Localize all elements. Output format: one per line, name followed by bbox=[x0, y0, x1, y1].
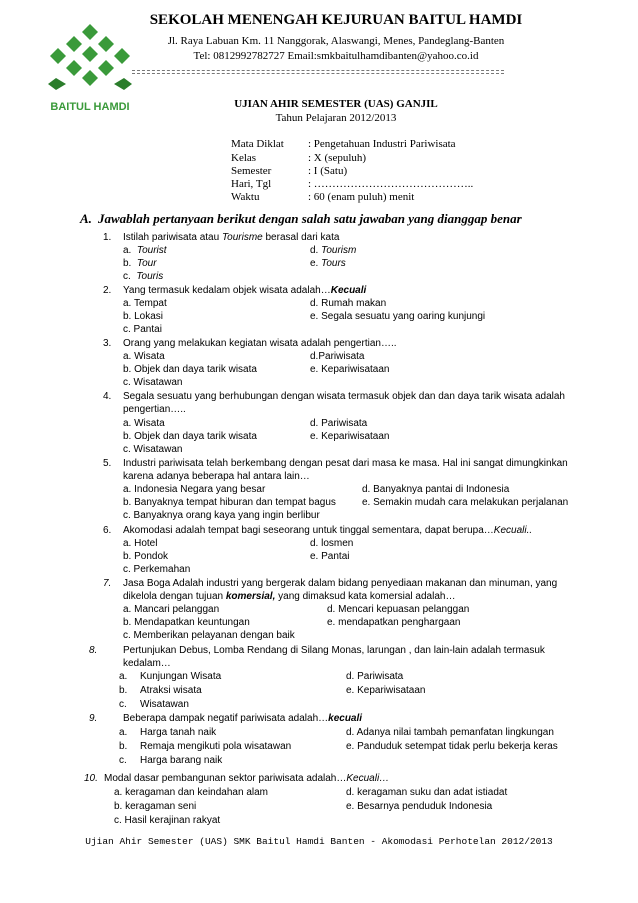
question-text-cont: kedalam… bbox=[123, 658, 171, 669]
question-text: Beberapa dampak negatif pariwisata adalah…kecuali bbox=[123, 713, 363, 724]
option-c: Harga barang naik bbox=[140, 755, 223, 766]
question-number: 1. bbox=[103, 232, 112, 243]
info-label: Kelas bbox=[231, 152, 257, 164]
option-d: d. Pariwisata bbox=[346, 671, 404, 682]
question-text: Istilah pariwisata atau Tourisme berasal dari kata bbox=[123, 232, 340, 243]
exam-year: Tahun Pelajaran 2012/2013 bbox=[275, 112, 397, 124]
info-value: : I (Satu) bbox=[308, 165, 348, 177]
option-b: b. keragaman seni bbox=[114, 801, 197, 812]
info-value: : X (sepuluh) bbox=[308, 152, 367, 164]
option-e: e. Tours bbox=[310, 258, 346, 269]
info-value: : Pengetahuan Industri Pariwisata bbox=[308, 138, 456, 150]
question-number: 5. bbox=[103, 458, 112, 469]
option-b: b. Banyaknya tempat hiburan dan tempat bagus bbox=[123, 497, 336, 508]
option-c: c. Perkemahan bbox=[123, 564, 191, 575]
option-b: b. Pondok bbox=[123, 551, 169, 562]
option-a: Harga tanah naik bbox=[140, 727, 217, 738]
option-a: a. keragaman dan keindahan alam bbox=[114, 787, 268, 798]
info-label: Hari, Tgl bbox=[231, 178, 272, 190]
school-contact: Tel: 0812992782727 Email:smkbaitulhamdibanten@yahoo.co.id bbox=[193, 50, 479, 62]
logo-text: BAITUL HAMDI bbox=[50, 101, 130, 113]
question-text-cont: dikelola dengan tujuan komersial, yang dimaksud kata komersial adalah… bbox=[123, 591, 456, 602]
question-number: 6. bbox=[103, 525, 112, 536]
option-a: a. Indonesia Negara yang besar bbox=[123, 484, 266, 495]
option-b: b. Objek dan daya tarik wisata bbox=[123, 364, 257, 375]
option-a: a. Mancari pelanggan bbox=[123, 604, 220, 615]
section-label: A. bbox=[80, 211, 92, 226]
question-text: Segala sesuatu yang berhubungan dengan wisata termasuk objek dan dan daya tarik wisata adalah bbox=[123, 391, 565, 402]
section-title: Jawablah pertanyaan berikut dengan salah satu jawaban yang dianggap benar bbox=[98, 211, 522, 226]
option-c: c. Memberikan pelayanan dengan baik bbox=[123, 630, 295, 641]
option-e: e. Kepariwisataan bbox=[310, 364, 390, 375]
option-a-letter: a. bbox=[119, 671, 128, 682]
option-c: c. Wisatawan bbox=[123, 377, 183, 388]
option-c: c. Banyaknya orang kaya yang ingin berlibur bbox=[123, 510, 320, 521]
option-e: e. Segala sesuatu yang oaring kunjungi bbox=[310, 311, 486, 322]
header-divider bbox=[132, 70, 504, 71]
header-divider-second bbox=[132, 73, 504, 74]
option-d: d. keragaman suku dan adat istiadat bbox=[346, 787, 508, 798]
option-c: c. Pantai bbox=[123, 324, 162, 335]
school-logo bbox=[44, 20, 136, 116]
option-b: b. Tour bbox=[123, 258, 157, 269]
option-d: d. Adanya nilai tambah pemanfatan lingkungan bbox=[346, 727, 554, 738]
question-text: Akomodasi adalah tempat bagi seseorang untuk tinggal sementara, dapat berupa…Kecuali.. bbox=[123, 525, 533, 536]
option-b: b. Mendapatkan keuntungan bbox=[123, 617, 250, 628]
question-text: Pertunjukan Debus, Lomba Rendang di Silang Monas, larungan , dan lain-lain adalah termasuk bbox=[123, 645, 545, 656]
option-c: c. Wisatawan bbox=[123, 444, 183, 455]
option-d: d. Tourism bbox=[310, 245, 357, 256]
question-text-cont: pengertian….. bbox=[123, 404, 186, 415]
option-a: a. Wisata bbox=[123, 351, 165, 362]
option-a: a. Wisata bbox=[123, 418, 165, 429]
option-b: Atraksi wisata bbox=[140, 685, 202, 696]
option-a-letter: a. bbox=[119, 727, 128, 738]
option-e: e. Panduduk setempat tidak perlu bekerja keras bbox=[346, 741, 558, 752]
info-label: Mata Diklat bbox=[231, 138, 284, 150]
option-c: c. Hasil kerajinan rakyat bbox=[114, 815, 221, 826]
option-c: c. Touris bbox=[123, 271, 164, 282]
question-number: 4. bbox=[103, 391, 112, 402]
option-d: d.Pariwisata bbox=[310, 351, 365, 362]
info-value: : …………………………………….. bbox=[308, 178, 474, 190]
option-e: e. Besarnya penduduk Indonesia bbox=[346, 801, 493, 812]
info-label: Semester bbox=[231, 165, 272, 177]
info-value: : 60 (enam puluh) menit bbox=[308, 191, 415, 203]
school-name: SEKOLAH MENENGAH KEJURUAN BAITUL HAMDI bbox=[149, 12, 523, 28]
option-d: d. Pariwisata bbox=[310, 418, 368, 429]
page-footer: Ujian Ahir Semester (UAS) SMK Baitul Hamdi Banten - Akomodasi Perhotelan 2012/2013 bbox=[85, 836, 553, 847]
option-a: a. Tempat bbox=[123, 298, 167, 309]
option-e: e. Semakin mudah cara melakukan perjalanan bbox=[362, 497, 569, 508]
option-a: Kunjungan Wisata bbox=[140, 671, 222, 682]
question-text: Modal dasar pembangunan sektor pariwisata adalah…Kecuali… bbox=[104, 773, 390, 784]
info-label: Waktu bbox=[231, 191, 260, 203]
question-text: Yang termasuk kedalam objek wisata adalah…Kecuali bbox=[123, 285, 367, 296]
question-text-cont: karena adanya beberapa hal antara lain… bbox=[123, 471, 310, 482]
option-d: d. losmen bbox=[310, 538, 354, 549]
question-number: 3. bbox=[103, 338, 112, 349]
question-text: Orang yang melakukan kegiatan wisata adalah pengertian….. bbox=[123, 338, 397, 349]
option-d: d. Rumah makan bbox=[310, 298, 387, 309]
option-c-letter: c. bbox=[119, 699, 127, 710]
option-e: e. Pantai bbox=[310, 551, 350, 562]
option-a: a. Tourist bbox=[123, 245, 167, 256]
option-e: e. Kepariwisataan bbox=[346, 685, 426, 696]
question-number: 9. bbox=[89, 713, 98, 724]
option-c: Wisatawan bbox=[140, 699, 189, 710]
question-number: 8. bbox=[89, 645, 98, 656]
option-b: b. Lokasi bbox=[123, 311, 164, 322]
logo-emblem bbox=[48, 24, 132, 90]
exam-title: UJIAN AHIR SEMESTER (UAS) GANJIL bbox=[234, 98, 438, 110]
option-a: a. Hotel bbox=[123, 538, 158, 549]
question-text: Jasa Boga Adalah industri yang bergerak dalam bidang penyediaan makanan dan minuman, yang bbox=[123, 578, 558, 589]
question-number: 7. bbox=[103, 578, 112, 589]
option-b: b. Objek dan daya tarik wisata bbox=[123, 431, 257, 442]
question-text: Industri pariwisata telah berkembang dengan pesat dari masa ke masa. Hal ini sangat dimungkinkan bbox=[123, 458, 568, 469]
option-e: e. Kepariwisataan bbox=[310, 431, 390, 442]
option-b-letter: b. bbox=[119, 741, 128, 752]
option-c-letter: c. bbox=[119, 755, 127, 766]
question-number: 10. bbox=[84, 773, 98, 784]
school-address: Jl. Raya Labuan Km. 11 Nanggorak, Alaswangi, Menes, Pandeglang-Banten bbox=[167, 35, 505, 47]
option-d: d. Banyaknya pantai di Indonesia bbox=[362, 484, 510, 495]
option-d: d. Mencari kepuasan pelanggan bbox=[327, 604, 470, 615]
option-b: Remaja mengikuti pola wisatawan bbox=[140, 741, 292, 752]
option-e: e. mendapatkan penghargaan bbox=[327, 617, 461, 628]
question-number: 2. bbox=[103, 285, 112, 296]
option-b-letter: b. bbox=[119, 685, 128, 696]
